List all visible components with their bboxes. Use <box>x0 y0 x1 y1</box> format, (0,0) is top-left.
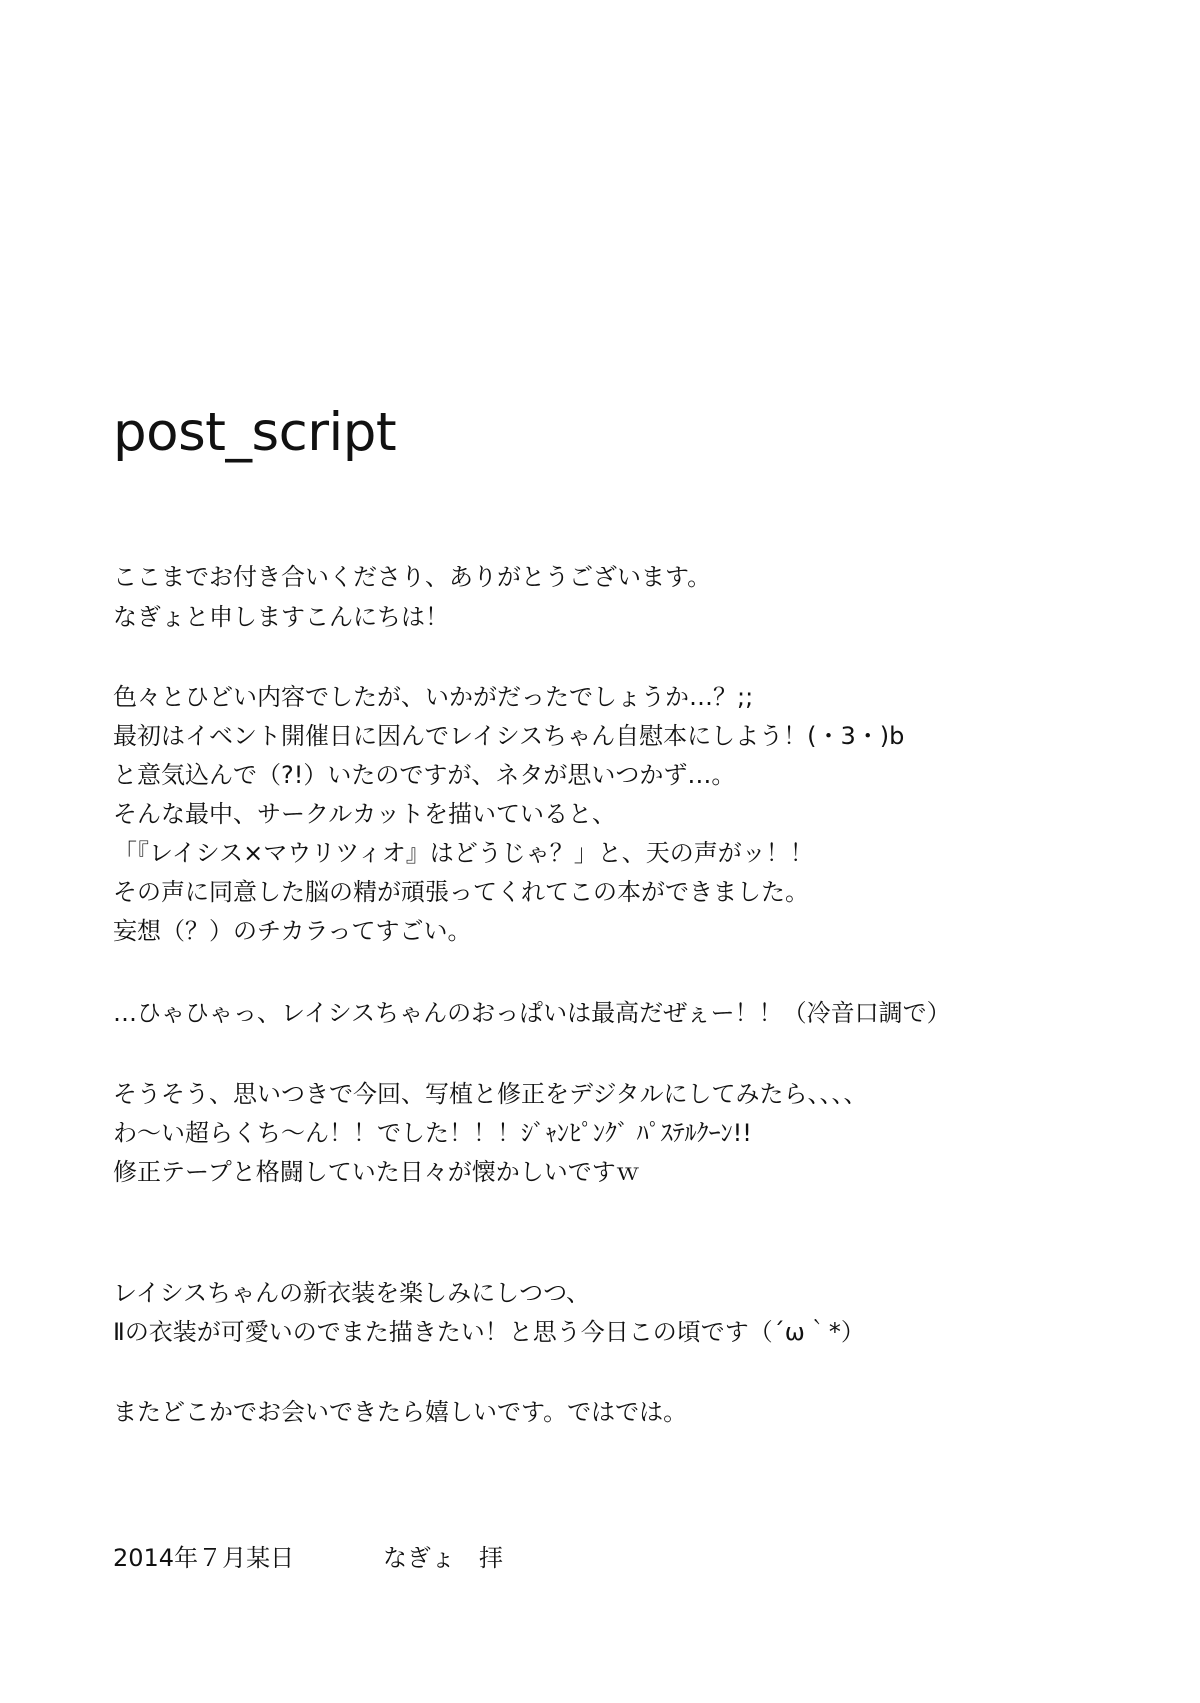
signature-author: なぎょ 拝 <box>383 1544 503 1572</box>
body-line: 最初はイベント開催日に因んでレイシスちゃん自慰本にしよう！(・3・)b <box>113 722 905 750</box>
body-line: 修正テープと格闘していた日々が懐かしいですｗ <box>113 1158 640 1186</box>
body-line: そんな最中、サークルカットを描いていると、 <box>113 800 617 828</box>
body-line: と意気込んで（?!）いたのですが、ネタが思いつかず…。 <box>113 761 736 789</box>
body-line: Ⅱの衣装が可愛いのでまた描きたい！と思う今日この頃です（´ω｀*） <box>113 1318 865 1346</box>
body-line: またどこかでお会いできたら嬉しいです。ではでは。 <box>113 1398 688 1426</box>
body-line: 色々とひどい内容でしたが、いかがだったでしょうか…？;; <box>113 683 754 711</box>
body-line: そうそう、思いつきで今回、写植と修正をデジタルにしてみたら、、、、 <box>113 1080 868 1108</box>
body-line: …ひゃひゃっ、レイシスちゃんのおっぱいは最高だぜぇー！！（冷音口調で） <box>113 999 951 1027</box>
body-line: わ～い超らくち～ん！！でした！！！ｼﾞｬﾝﾋﾟﾝｸﾞ ﾊﾟｽﾃﾙｸｰﾝ!! <box>113 1119 752 1147</box>
body-line: 妄想（？）のチカラってすごい。 <box>113 917 472 945</box>
body-line: 「『レイシス×マウリツィオ』はどうじゃ？」と、天の声がッ！！ <box>113 839 814 867</box>
body-line: レイシスちゃんの新衣装を楽しみにしつつ、 <box>113 1279 591 1307</box>
body-line: ここまでお付き合いくださり、ありがとうございます。 <box>113 563 712 591</box>
page-title: post_script <box>113 402 397 463</box>
signature-date: 2014年７月某日 <box>113 1544 295 1572</box>
body-line: なぎょと申しますこんにちは！ <box>113 603 449 631</box>
body-line: その声に同意した脳の精が頑張ってくれてこの本ができました。 <box>113 878 809 906</box>
signature-line <box>113 1541 503 1575</box>
